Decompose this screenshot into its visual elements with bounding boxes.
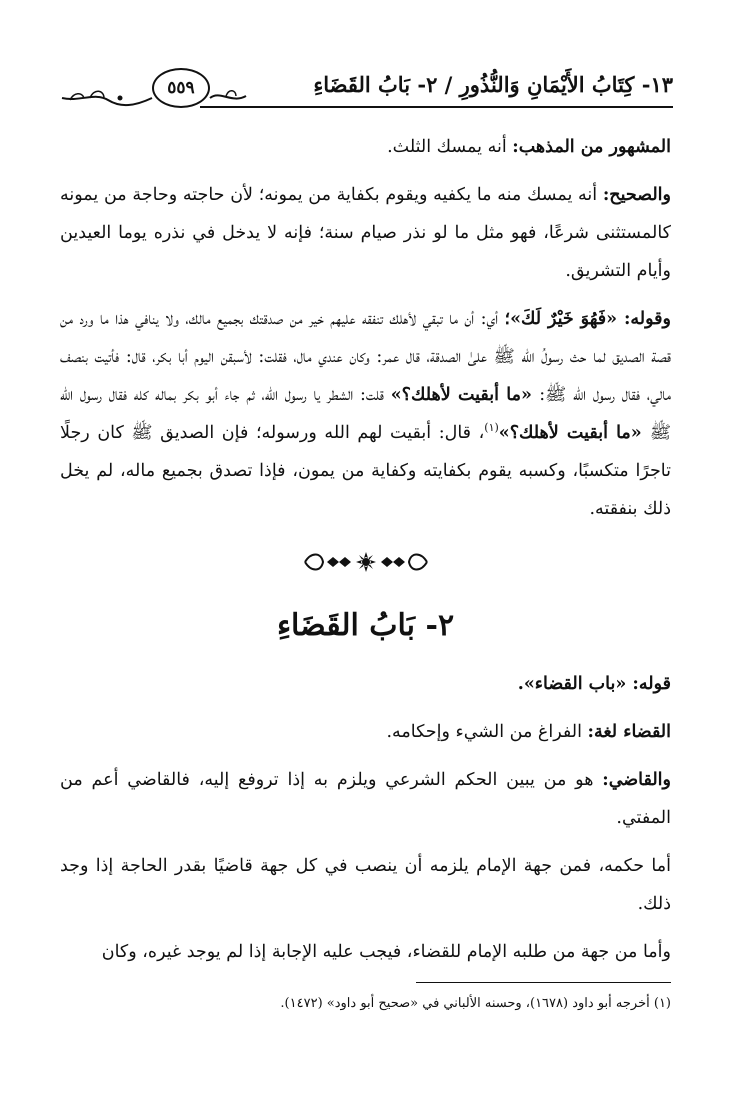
paragraph-lead: القضاء لغة: <box>587 722 671 742</box>
page-header <box>60 62 673 112</box>
divider-ornament-icon <box>301 550 431 574</box>
paragraph <box>60 176 671 290</box>
footnote: (١) أخرجه أبو داود (١٦٧٨)، وحسنه الألباني في «صحيح أبو داود» (١٤٧٢). <box>280 996 671 1011</box>
footnote-marker[interactable]: (١) <box>484 421 499 435</box>
paragraph-text: أي: أن ما تبقي لأهلك تنفقه عليهم خير من صدقتك بجميع مالك، ولا ينافي هذا ما ورد من قصة الصديق لما حث رسولُ الله ﷺ علىٰ الصدقة، قال عمر: وكان عندي مال، فقلت: لأسبقن اليوم أبا بكر، قال: فأتيت بنصف مالي، فقال رسول الله ﷺ: <box>60 309 672 405</box>
paragraph <box>60 300 671 528</box>
paragraph-lead: المشهور من المذهب: <box>512 137 671 157</box>
paragraph <box>60 713 671 751</box>
paragraph-lead: والقاضي: <box>602 770 671 790</box>
hadith-quote: «فَهُوَ خَيْرٌ لَكَ»؛ <box>504 309 624 329</box>
page-number: ٥٥٩ <box>152 68 210 108</box>
paragraph-lead: وقوله: <box>623 309 671 329</box>
paragraph-text: وأما من جهة من طلبه الإمام للقضاء، فيجب عليه الإجابة إذا لم يوجد غيره، وكان <box>101 942 671 962</box>
paragraph-text: «باب القضاء». <box>517 674 633 694</box>
paragraph-text: الفراغ من الشيء وإحكامه. <box>386 722 588 742</box>
section-divider <box>0 550 731 574</box>
paragraph-text: قلت: الشطر يا رسول الله، ثم جاء أبو بكر بماله كله فقال رسول الله ﷺ <box>60 385 671 443</box>
paragraph <box>60 933 671 971</box>
hadith-quote: «ما أبقيت لأهلك؟» <box>498 423 650 443</box>
section-text <box>60 128 671 538</box>
paragraph-text: أنه يمسك منه ما يكفيه ويقوم بكفاية من يمونه؛ لأن حاجته وحاجة من يمونه كالمستثنى شرعًا، فهو مثل ما لو نذر صيام سنة؛ فإنه لا يدخل في نذره يوما العيدين وأيام التشريق. <box>60 185 671 281</box>
paragraph <box>60 847 671 923</box>
paragraph-text: أما حكمه، فمن جهة الإمام يلزمه أن ينصب في كل جهة قاضيًا بقدر الحاجة إذا وجد ذلك. <box>60 856 671 914</box>
footnote-rule <box>416 982 671 983</box>
paragraph <box>60 128 671 166</box>
header-rule <box>200 106 673 108</box>
paragraph <box>60 665 671 703</box>
running-title: ١٣- كِتَابُ الأَيْمَانِ وَالنُّذُورِ / ٢- بَابُ القَضَاءِ <box>313 72 673 97</box>
section-text <box>60 665 671 981</box>
paragraph-lead: قوله: <box>632 674 671 694</box>
hadith-quote: «ما أبقيت لأهلك؟» <box>390 385 540 405</box>
paragraph-text: ، قال: أبقيت لهم الله ورسوله؛ فإن الصديق ﷺ كان رجلًا تاجرًا متكسبًا، وكسبه يقوم بكفايته وكفاية من يمون، فإذا تصدق بجميع ماله، لم يخل ذلك بنفقته. <box>60 423 671 519</box>
paragraph-text: هو من يبين الحكم الشرعي ويلزم به إذا تروفع إليه، فالقاضي أعم من المفتي. <box>60 770 671 828</box>
paragraph <box>60 761 671 837</box>
paragraph-text: أنه يمسك الثلث. <box>387 137 513 157</box>
chapter-title: ٢- بَابُ القَضَاءِ <box>276 608 455 643</box>
paragraph-lead: والصحيح: <box>602 185 671 205</box>
